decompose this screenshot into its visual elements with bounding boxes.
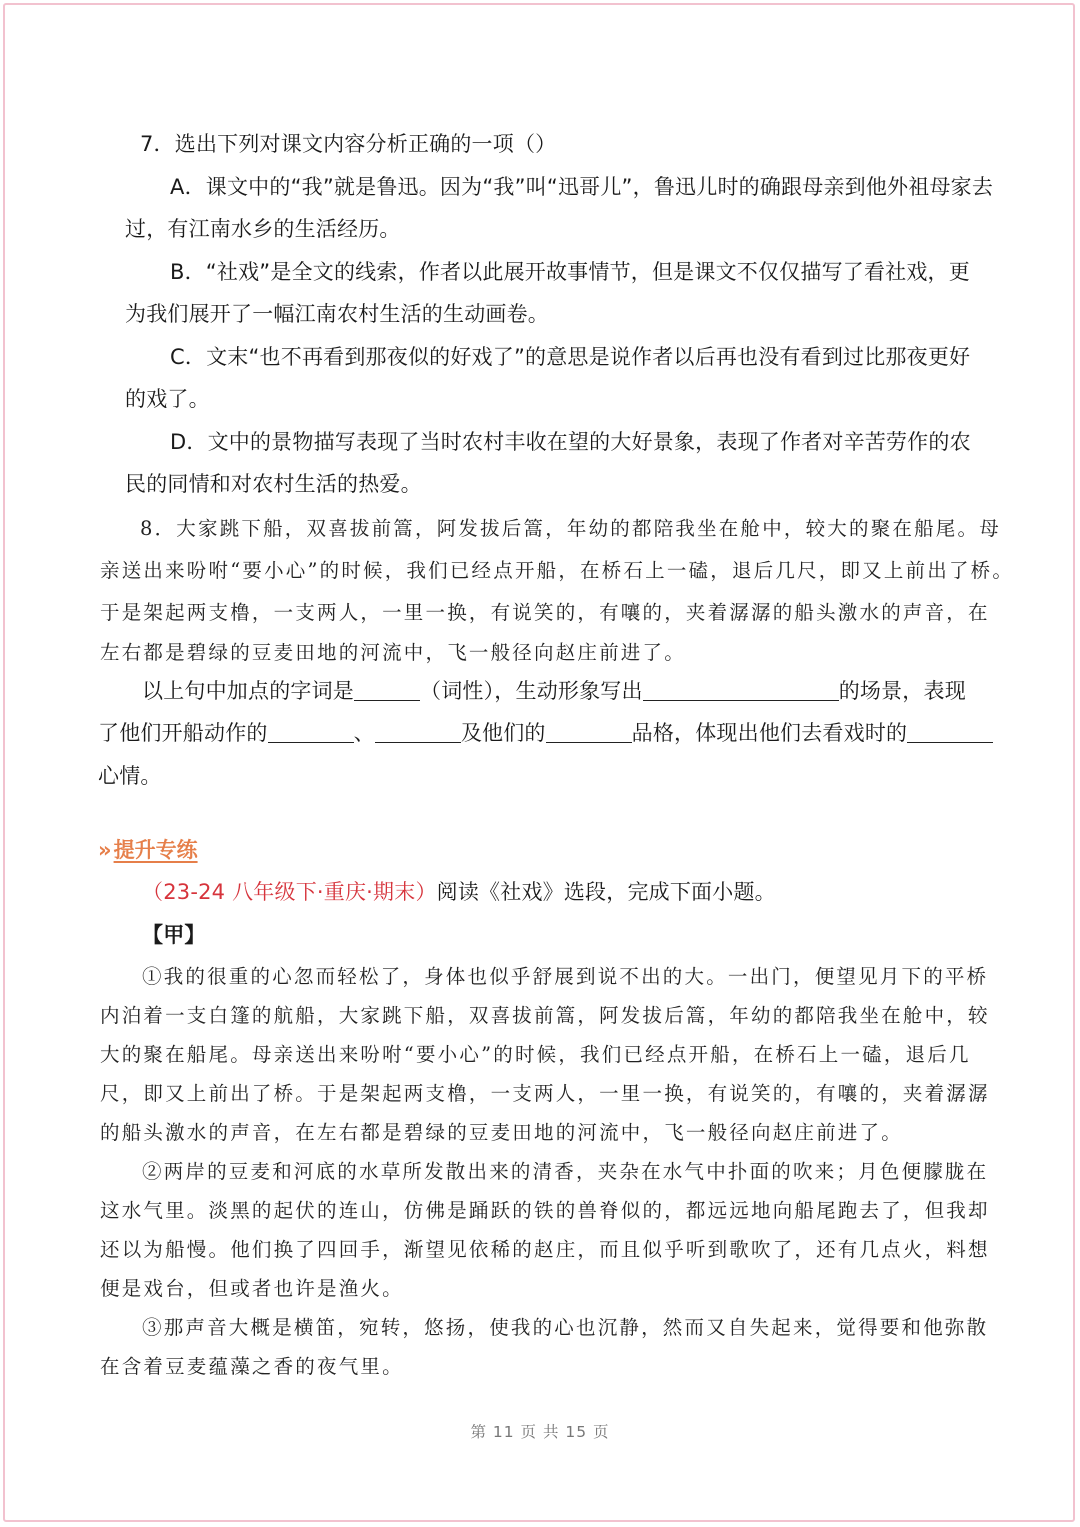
answer-blank-scene[interactable] — [643, 676, 839, 701]
q8-prompt-text: （词性），生动形象写出 — [420, 679, 643, 703]
section-heading — [98, 834, 198, 864]
intro-text: 阅读《社戏》选段，完成下面小题。 — [436, 880, 776, 904]
section-title: 提升专练 — [113, 838, 198, 862]
passage-p3-line1: ③那声音大概是横笛，宛转，悠扬，使我的心也沉静，然而又自失起来，觉得要和他弥散 — [142, 1316, 989, 1339]
passage-p2-line1: ②两岸的豆麦和河底的水草所发散出来的清香，夹杂在水气中扑面的吹来；月色便朦胧在 — [142, 1160, 989, 1183]
reading-intro — [142, 871, 776, 914]
q8-prompt-text: 以上句中加点的字词是 — [142, 679, 354, 703]
page-number: 第 11 页 共 15 页 — [470, 1423, 610, 1441]
q7-option-a-line1: A．课文中的“我”就是鲁迅。因为“我”叫“迅哥儿”，鲁迅儿时的确跟母亲到他外祖母家去 — [170, 175, 994, 199]
q7-option-c-line2: 的戏了。 — [125, 387, 210, 411]
q8-prompt-text: 了他们开船动作的 — [98, 721, 268, 745]
q7-option-c-line1: C．文末“也不再看到那夜似的好戏了”的意思是说作者以后再也没有看到过比那夜更好 — [170, 345, 971, 369]
answer-blank-action-1[interactable] — [268, 718, 354, 743]
double-arrow-icon: » — [98, 838, 106, 862]
q8-prompt-line3: 心情。 — [98, 764, 162, 788]
q7-option-b-line1: B．“社戏”是全文的线索，作者以此展开故事情节，但是课文不仅仅描写了看社戏，更 — [170, 260, 970, 284]
q7-option-d-line1: D．文中的景物描写表现了当时农村丰收在望的大好景象，表现了作者对辛苦劳作的农 — [170, 430, 971, 454]
passage-p2-line2: 这水气里。淡黑的起伏的连山，仿佛是踊跃的铁的兽脊似的，都远远地向船尾跑去了，但我却 — [100, 1199, 990, 1222]
q8-passage-line3: 于是架起两支橹，一支两人，一里一换，有说笑的，有嚷的，夹着潺潺的船头激水的声音，在 — [100, 601, 990, 624]
passage-p1-line4: 尺，即又上前出了桥。于是架起两支橹，一支两人，一里一换，有说笑的，有嚷的，夹着潺潺 — [100, 1082, 990, 1105]
q7-option-d-line2: 民的同情和对农村生活的热爱。 — [125, 472, 422, 496]
q8-passage-line2: 亲送出来吩咐“要小心”的时候，我们已经点开船，在桥石上一磕，退后几尺，即又上前出了桥。 — [100, 559, 1015, 582]
passage-p1-line5: 的船头激水的声音，在左右都是碧绿的豆麦田地的河流中，飞一般径向赵庄前进了。 — [100, 1121, 903, 1144]
q8-prompt-line1 — [142, 670, 966, 713]
q8-prompt-text: 及他们的 — [460, 721, 546, 745]
q8-prompt-text: 品格，体现出他们去看戏时的 — [631, 721, 908, 745]
passage-p2-line3: 还以为船慢。他们换了四回手，渐望见依稀的赵庄，而且似乎听到歌吹了，还有几点火，料想 — [100, 1238, 990, 1261]
q8-passage-line4: 左右都是碧绿的豆麦田地的河流中，飞一般径向赵庄前进了。 — [100, 641, 686, 664]
answer-blank-mood[interactable] — [907, 718, 993, 743]
passage-p1-line3: 大的聚在船尾。母亲送出来吩咐“要小心”的时候，我们已经点开船，在桥石上一磕，退后几 — [100, 1043, 971, 1066]
q7-option-b-line2: 为我们展开了一幅江南农村生活的生动画卷。 — [125, 302, 549, 326]
answer-blank-quality[interactable] — [546, 718, 632, 743]
passage-label: 【甲】 — [142, 923, 206, 947]
q8-prompt-text: 的场景，表现 — [838, 679, 966, 703]
passage-p1-line2: 内泊着一支白篷的航船，大家跳下船，双喜拔前篙，阿发拔后篙，年幼的都陪我坐在舱中，较 — [100, 1004, 990, 1027]
q7-option-a-line2: 过，有江南水乡的生活经历。 — [125, 217, 401, 241]
passage-p1-line1: ①我的很重的心忽而轻松了，身体也似乎舒展到说不出的大。一出门，便望见月下的平桥 — [142, 965, 989, 988]
source-label: （23-24 八年级下·重庆·期末） — [142, 880, 437, 904]
q8-prompt-line2 — [98, 712, 993, 755]
q8-passage-line1: 8．大家跳下船，双喜拔前篙，阿发拔后篙，年幼的都陪我坐在舱中，较大的聚在船尾。母 — [140, 517, 1001, 540]
answer-blank-word[interactable] — [354, 676, 420, 701]
answer-blank-action-2[interactable] — [375, 718, 461, 743]
q8-prompt-text: 、 — [353, 721, 375, 745]
q7-stem: 7．选出下列对课文内容分析正确的一项（） — [140, 132, 557, 156]
passage-p2-line4: 便是戏台，但或者也许是渔火。 — [100, 1277, 404, 1300]
passage-p3-line2: 在含着豆麦蕴藻之香的夜气里。 — [100, 1355, 404, 1378]
